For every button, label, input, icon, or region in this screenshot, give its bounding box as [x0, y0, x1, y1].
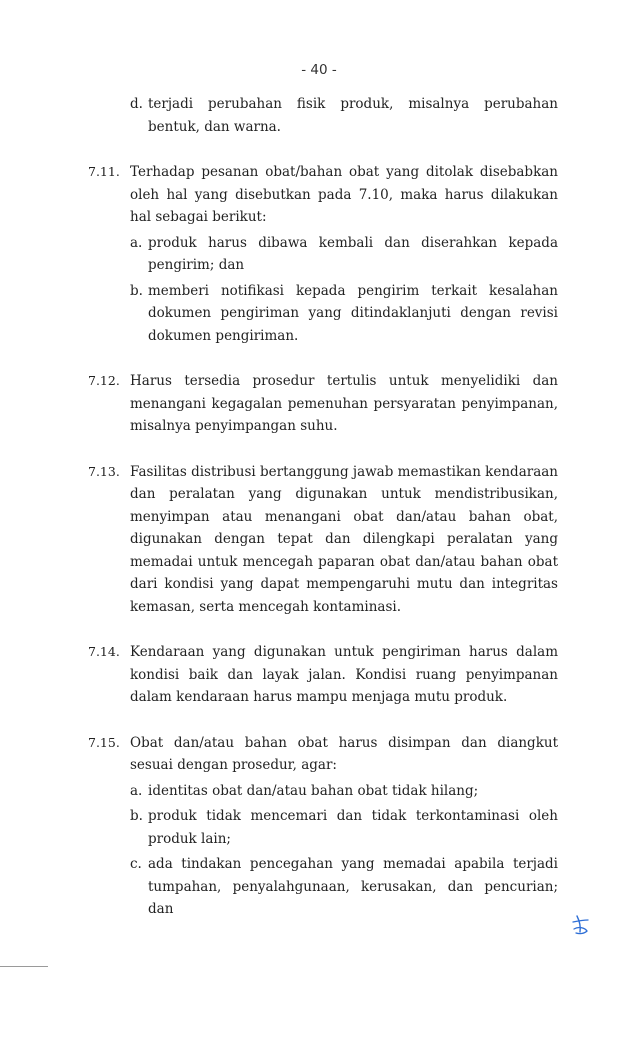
clause-text: Obat dan/atau bahan obat harus disimpan dan diangkut sesuai dengan prosedur, agar:	[130, 734, 558, 773]
clause-number: 7.13.	[88, 463, 120, 479]
list-item-text: memberi notifikasi kepada pengirim terkait kesalahan dokumen pengiriman yang ditindaklanjuti dengan revisi dokumen pengiriman.	[148, 282, 558, 344]
clause-number: 7.11.	[88, 164, 120, 179]
clause-number: 7.12.	[88, 373, 120, 388]
list-item-label: a.	[130, 234, 143, 251]
clause-body	[130, 732, 558, 921]
list-item-text: terjadi perubahan fisik produk, misalnya perubahan bentuk, dan warna.	[148, 96, 558, 135]
clause-text: Kendaraan yang digunakan untuk pengiriman harus dalam kondisi baik dan layak jalan. Kondisi ruang penyimpanan dalam kendaraan harus mampu menjaga mutu produk.	[130, 644, 558, 705]
list-item-text: ada tindakan pencegahan yang memadai apabila terjadi tumpahan, penyalahgunaan, kerusakan, dan pencurian; dan	[148, 856, 558, 917]
page-edge-rule	[0, 966, 48, 967]
continued-list-item	[130, 93, 558, 138]
list-item	[130, 232, 558, 277]
list-item-label: d.	[130, 96, 143, 112]
list-item-text: produk tidak mencemari dan tidak terkontaminasi oleh produk lain;	[148, 808, 558, 847]
list-item-label: b.	[130, 282, 143, 299]
clause-7-12	[88, 370, 558, 438]
clause-text: Harus tersedia prosedur tertulis untuk menyelidiki dan menangani kegagalan pemenuhan persyaratan penyimpanan, misalnya penyimpangan suhu.	[130, 373, 558, 434]
list-item-label: a.	[130, 782, 143, 799]
list-item	[130, 280, 558, 348]
handwritten-initial-icon	[568, 912, 598, 938]
list-item-label: c.	[130, 856, 142, 872]
list-item-text: produk harus dibawa kembali dan diserahkan kepada pengirim; dan	[148, 234, 558, 273]
list-item	[130, 780, 558, 803]
clause-7-13	[88, 461, 558, 619]
clause-number: 7.15.	[88, 734, 120, 750]
clause-body	[130, 641, 558, 709]
list-item	[130, 805, 558, 850]
clause-7-15	[88, 732, 558, 921]
list-item-label: b.	[130, 808, 143, 824]
clause-text: Fasilitas distribusi bertanggung jawab memastikan kendaraan dan peralatan yang digunakan untuk mendistribusikan, menyimpan atau menangani obat dan/atau bahan obat, digunakan dengan tepat dan dilengkapi peralatan yang memadai untuk mencegah paparan obat dan/atau bahan obat dari kondisi yang dapat mempengaruhi mutu dan integritas kemasan, serta mencegah kontaminasi.	[130, 463, 558, 615]
document-body	[88, 93, 558, 921]
clause-7-14	[88, 641, 558, 709]
clause-body	[130, 370, 558, 438]
page-number: - 40 -	[301, 62, 337, 78]
clause-text: Terhadap pesanan obat/bahan obat yang ditolak disebabkan oleh hal yang disebutkan pada 7.10, maka harus dilakukan hal sebagai berikut:	[130, 164, 558, 225]
clause-number: 7.14.	[88, 644, 120, 659]
clause-body	[130, 161, 558, 347]
clause-body	[130, 461, 558, 619]
list-item-text: identitas obat dan/atau bahan obat tidak hilang;	[148, 782, 479, 799]
clause-7-11	[88, 161, 558, 347]
list-item	[130, 853, 558, 921]
